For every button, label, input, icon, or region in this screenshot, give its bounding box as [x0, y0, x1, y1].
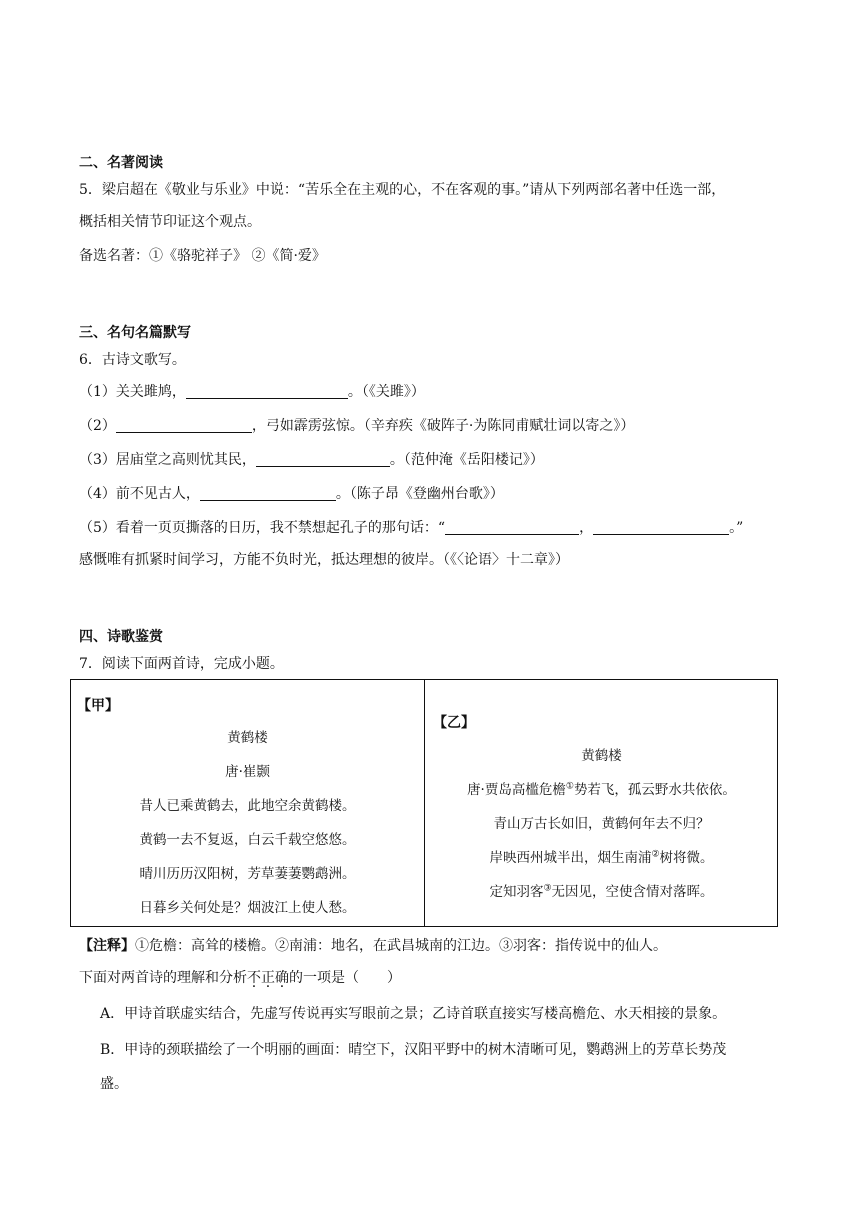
- footnote-marker: ②: [651, 849, 660, 860]
- dictation-item-5: （5）看着一页页撕落的日历，我不禁想起孔子的那句话：“ ， 。”: [79, 520, 744, 536]
- option-b-line1[interactable]: B．甲诗的颈联描绘了一个明丽的画面：晴空下，汉阳平野中的树木清晰可见，鹦鹉洲上的芳草长势茂: [100, 1042, 727, 1058]
- notes-label: 【注释】: [79, 938, 135, 954]
- answer-blank[interactable]: [186, 384, 348, 399]
- dictation-item-2: （2） ，弓如霹雳弦惊。（辛弃疾《破阵子·为陈同甫赋壮词以寄之》）: [79, 418, 635, 434]
- dictation-item-5-line2: 感慨唯有抓紧时间学习，方能不负时光，抵达理想的彼岸。（《〈论语〉十二章》）: [79, 552, 569, 568]
- notes-text: ①危檐：高耸的楼檐。②南浦：地名，在武昌城南的江边。③羽客：指传说中的仙人。: [135, 938, 667, 954]
- section-heading-famous-works: 二、名著阅读: [79, 155, 163, 171]
- poem-b-title: 黄鹤楼: [581, 748, 622, 764]
- section-heading-poetry: 四、诗歌鉴赏: [79, 629, 163, 645]
- poem-b-tag: 【乙】: [433, 715, 475, 731]
- poem-b-cell: [425, 680, 778, 926]
- answer-blank[interactable]: [593, 520, 729, 535]
- dictation-item-3: （3）居庙堂之高则忧其民， 。（范仲淹《岳阳楼记》）: [79, 452, 544, 468]
- poem-b-line: 唐·贾岛高槛危檐①势若飞，孤云野水共依依。: [467, 781, 736, 798]
- option-a[interactable]: A．甲诗首联虚实结合，先虚写传说再实写眼前之景；乙诗首联直接实写楼高檐危、水天相接的景象。: [100, 1006, 727, 1022]
- poem-a-tag: 【甲】: [77, 698, 119, 714]
- poem-a-line: 黄鹤一去不复返，白云千载空悠悠。: [139, 832, 356, 848]
- poem-a-line: 晴川历历汉阳树，芳草萋萋鹦鹉洲。: [139, 866, 356, 882]
- footnote-marker: ③: [543, 883, 552, 894]
- poem-b-line: 岸映西州城半出，烟生南浦②树将微。: [489, 849, 714, 866]
- answer-blank[interactable]: [256, 452, 390, 467]
- dictation-item-1: （1）关关雎鸠， 。（《关雎》）: [79, 384, 425, 400]
- emphasis-char: 不: [247, 970, 261, 986]
- question-5-options: 备选名著：①《骆驼祥子》 ②《简·爱》: [79, 248, 326, 264]
- dictation-item-4: （4）前不见古人， 。（陈子昂《登幽州台歌》）: [79, 486, 504, 502]
- poem-a-line: 日暮乡关何处是？烟波江上使人愁。: [139, 900, 356, 916]
- poem-b-line: 定知羽客③无因见，空使含情对落晖。: [489, 883, 714, 900]
- poem-table: [70, 679, 778, 927]
- emphasis-char: 确: [275, 970, 289, 986]
- question-6: 6．古诗文歌写。: [79, 352, 186, 368]
- question-7-stem: 下面对两首诗的理解和分析不正确的一项是（ ）: [79, 970, 401, 986]
- poem-a-cell: [71, 680, 424, 926]
- answer-blank[interactable]: [445, 520, 579, 535]
- poem-b-line: 青山万古长如旧，黄鹤何年去不归？: [493, 816, 710, 832]
- question-5-line2: 概括相关情节印证这个观点。: [79, 214, 261, 230]
- poem-notes: [79, 936, 667, 956]
- answer-blank[interactable]: [200, 486, 336, 501]
- poem-a-line: 昔人已乘黄鹤去，此地空余黄鹤楼。: [139, 798, 356, 814]
- footnote-marker: ①: [565, 781, 574, 792]
- emphasis-char: 正: [261, 970, 275, 986]
- answer-blank[interactable]: [116, 418, 252, 433]
- poem-a-author: 唐·崔颢: [225, 764, 270, 780]
- option-b-line2[interactable]: 盛。: [100, 1076, 128, 1092]
- question-5-line1: 5．梁启超在《敬业与乐业》中说：“苦乐全在主观的心，不在客观的事。”请从下列两部名著中任选一部，: [79, 182, 726, 198]
- poem-a-title: 黄鹤楼: [227, 730, 268, 746]
- section-heading-dictation: 三、名句名篇默写: [79, 325, 191, 341]
- question-7: 7．阅读下面两首诗，完成小题。: [79, 656, 284, 672]
